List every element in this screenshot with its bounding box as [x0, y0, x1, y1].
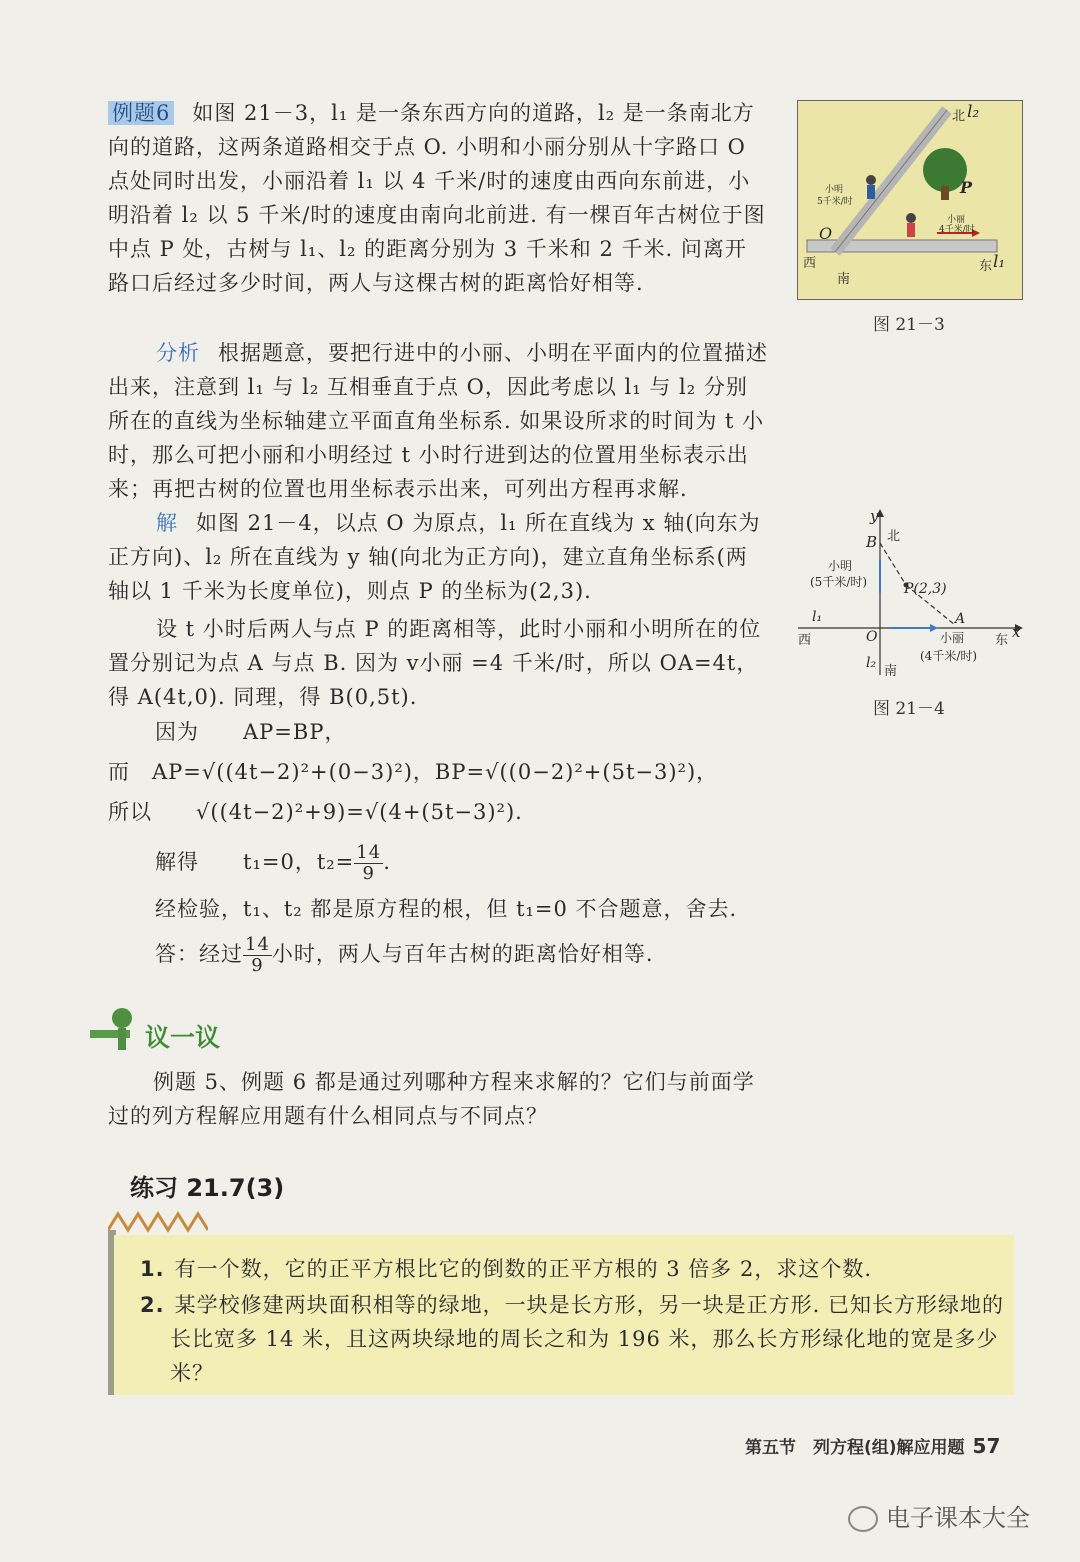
problem-1-number: 1.	[140, 1257, 165, 1281]
solution-label: 解	[156, 511, 178, 535]
solution-paragraph-1	[108, 506, 768, 608]
practice-zigzag-icon	[108, 1200, 208, 1236]
fig2-l2-label: l₂	[866, 655, 877, 671]
equation-line-2: 而 AP=√((4t−2)²+(0−3)²)，BP=√((0−2)²+(5t−3)²)，	[108, 760, 719, 784]
fig1-li-speed: 4千米/时	[939, 225, 975, 235]
fig2-ming-speed: (5千米/时)	[810, 575, 868, 589]
analysis-label: 分析	[156, 341, 200, 365]
example-text: 如图 21－3，l₁ 是一条东西方向的道路，l₂ 是一条南北方向的道路，这两条道路相交于点 O. 小明和小丽分别从十字路口 O 点处同时出发，小丽沿着 l₁ 以 4 千米/时的速度由西向东前进，小明沿着 l₂ 以 5 千米/时的速度由南向北前进. 有一棵百年古树位于图中点 P 处，古树与 l₁、l₂ 的距离分别为 3 千米和 2 千米. 问离开路口后经过多少时间，两人与这棵古树的距离恰好相等.	[108, 101, 766, 295]
fig1-origin-label: O	[819, 224, 833, 243]
discuss-title: 议一议	[145, 1023, 221, 1052]
fig2-caption: 图 21－4	[873, 699, 945, 719]
example-paragraph	[108, 96, 768, 300]
fig1-ming-speed: 5千米/时	[817, 197, 853, 207]
fraction-14-9	[354, 843, 383, 884]
fig2-a-label: A	[955, 611, 966, 627]
fig2-o-label: O	[866, 629, 878, 645]
discuss-text: 例题 5、例题 6 都是通过列哪种方程来求解的？它们与前面学过的列方程解应用题有什么相同点与不同点？	[108, 1070, 755, 1128]
analysis-text: 根据题意，要把行进中的小丽、小明在平面内的位置描述出来，注意到 l₁ 与 l₂ 互相垂直于点 O，因此考虑以 l₁ 与 l₂ 分别所在的直线为坐标轴建立平面直角坐标系. 如果设所求的时间为 t 小时，那么可把小丽和小明经过 t 小时行进到达的位置用坐标表示出来；再把古树的位置也用坐标表示出来，可列出方程再求解.	[108, 341, 768, 501]
answer-fraction-denominator: 9	[251, 955, 264, 976]
answer-fraction-numerator: 14	[245, 934, 270, 955]
example-label: 例题6	[108, 101, 174, 125]
solution-paragraph-2: 设 t 小时后两人与点 P 的距离相等，此时小丽和小明所在的位置分别记为点 A 与点 B. 因为 v小丽 =4 千米/时，所以 OA=4t，得 A(4t,0). 同理，得 B(0,5t).	[108, 617, 762, 709]
fraction-numerator: 14	[356, 842, 382, 863]
problem-2-text: 某学校修建两块面积相等的绿地，一块是长方形，另一块是正方形. 已知长方形绿地的长比宽多 14 米，且这两块绿地的周长之和为 196 米，那么长方形绿化地的宽是多少米？	[170, 1293, 1004, 1385]
fig2-east-label: 东	[995, 633, 1009, 648]
equation-line-3: 所以 √((4t−2)²+9)=√(4+(5t−3)²).	[108, 800, 523, 824]
analysis-paragraph	[108, 336, 768, 506]
fig2-b-label: B	[866, 533, 878, 551]
fig2-y-label: y	[870, 507, 879, 525]
fig1-north-label: 北	[952, 109, 966, 124]
answer-prefix: 答：经过	[155, 942, 243, 966]
fig2-north-label: 北	[887, 529, 901, 544]
solve-text: 解得 t₁=0，t₂=	[155, 850, 355, 874]
fig1-l2-label: l₂	[967, 102, 980, 122]
fig1-point-label: P	[960, 178, 973, 197]
fig1-ming-label: 小明	[825, 185, 844, 195]
page-footer	[745, 1433, 1000, 1458]
watermark-text: 电子课本大全	[886, 1504, 1030, 1532]
wechat-icon	[848, 1506, 878, 1532]
watermark	[848, 1498, 1030, 1533]
fig1-li-label: 小丽	[947, 215, 966, 225]
discuss-icon	[90, 1000, 145, 1055]
answer-suffix: 小时，两人与百年古树的距离恰好相等.	[271, 942, 654, 966]
practice-problem-2	[140, 1288, 1010, 1390]
fig1-west-label: 西	[803, 256, 817, 271]
fig2-west-label: 西	[798, 633, 812, 648]
fig2-x-label: x	[1012, 623, 1021, 641]
fig2-li-label: 小丽	[940, 631, 965, 645]
page-number: 57	[972, 1434, 1001, 1458]
practice-problem-1	[140, 1252, 990, 1286]
li-figure-icon	[906, 213, 916, 223]
fig1-south-label: 南	[837, 272, 851, 287]
equation-line-1: 因为 AP=BP，	[155, 720, 347, 744]
fig1-caption: 图 21－3	[873, 315, 945, 335]
practice-title: 练习 21.7(3)	[130, 1174, 285, 1202]
equation-line-5: 经检验，t₁、t₂ 都是原方程的根，但 t₁=0 不合题意，舍去.	[155, 897, 738, 921]
fig2-ming-label: 小明	[828, 559, 853, 573]
problem-1-text: 有一个数，它的正平方根比它的倒数的正平方根的 3 倍多 2，求这个数.	[174, 1257, 873, 1281]
problem-2-number: 2.	[140, 1293, 165, 1317]
fig2-l1-label: l₁	[812, 609, 823, 625]
figure-21-3	[797, 100, 1023, 300]
answer-line	[155, 935, 654, 976]
equation-line-4: 解得 t₁=0，t₂= $\frac{14}{9}$ .	[155, 842, 391, 884]
solution-text-1: 如图 21－4，以点 O 为原点，l₁ 所在直线为 x 轴(向东为正方向)、l₂ 所在直线为 y 轴(向北为正方向)，建立直角坐标系(两轴以 1 千米为长度单位)，则点 P 的坐标为(2,3).	[108, 511, 761, 603]
fig1-east-label: 东	[979, 259, 993, 274]
section-title: 第五节 列方程(组)解应用题	[745, 1438, 965, 1458]
figure-21-4	[790, 505, 1030, 685]
fig2-south-label: 南	[884, 664, 898, 679]
fig1-l1-label: l₁	[993, 252, 1006, 272]
fig2-li-speed: (4千米/时)	[920, 649, 978, 663]
fig2-p-label: P(2,3)	[904, 581, 947, 597]
answer-fraction	[243, 935, 272, 976]
fraction-denominator: 9	[362, 863, 375, 884]
ming-figure-icon	[866, 175, 876, 185]
